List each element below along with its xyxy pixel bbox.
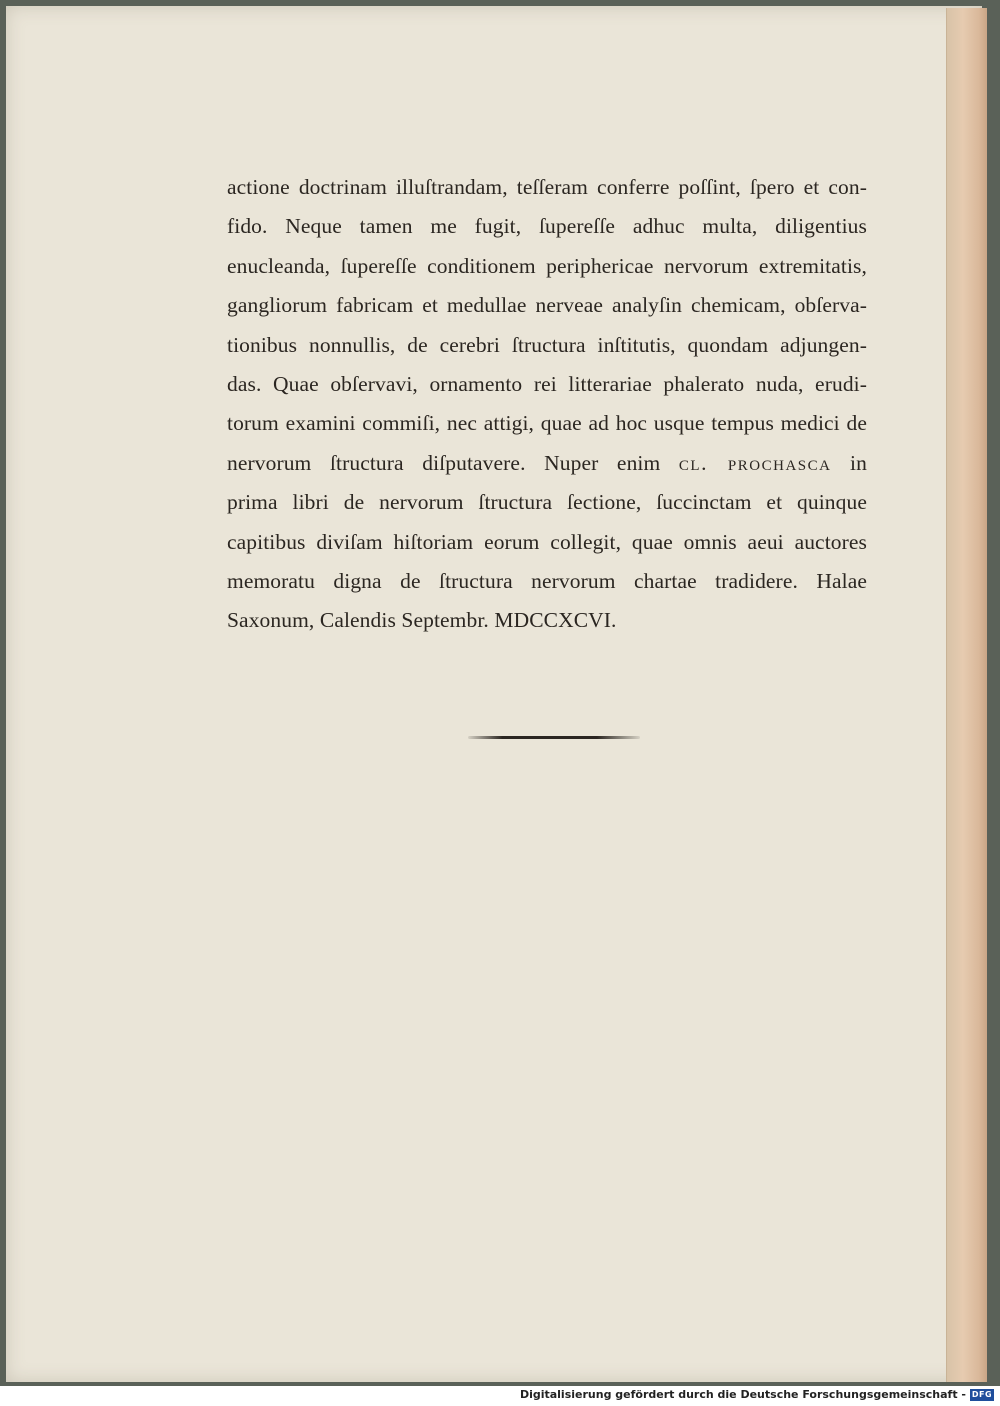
- author-name: cl. prochasca: [678, 450, 832, 475]
- text-line-with-author: [227, 444, 867, 483]
- text-line: memoratu digna de ſtructura nervorum chartae tradidere. Halae: [227, 568, 867, 593]
- text-line: prima libri de nervorum ſtructura ſectione, ſuccinctam et quinque: [227, 490, 867, 515]
- text-line: gangliorum fabricam et medullae nerveae analyſin chemicam, obſerva-: [227, 293, 867, 318]
- text-line: tionibus nonnullis, de cerebri ſtructura inſtitutis, quondam adjungen-: [227, 332, 867, 357]
- text-line: enucleanda, ſupereſſe conditionem periphericae nervorum extremitatis,: [227, 253, 867, 278]
- dfg-logo-icon: DFG: [971, 1390, 993, 1399]
- footer-bar: [0, 1386, 1000, 1406]
- text-line: das. Quae obſervavi, ornamento rei litterariae phalerato nuda, erudi-: [227, 371, 867, 396]
- text-line: torum examini commiſi, nec attigi, quae ad hoc usque tempus medici de: [227, 411, 867, 436]
- text-line: capitibus diviſam hiſtoriam eorum collegit, quae omnis aeui auctores: [227, 529, 867, 554]
- text-fragment: nervorum ſtructura diſputavere. Nuper enim: [227, 450, 661, 475]
- text-line: fido. Neque tamen me fugit, ſupereſſe adhuc multa, diligentius: [227, 214, 867, 239]
- page-edge: [946, 8, 987, 1382]
- end-rule: [468, 736, 640, 739]
- funding-notice: Digitalisierung gefördert durch die Deutsche Forschungsgemeinschaft -: [519, 1388, 966, 1401]
- text-fragment: in: [850, 450, 867, 475]
- text-line: actione doctrinam illuſtrandam, teſſeram conferre poſſint, ſpero et con-: [227, 175, 867, 199]
- body-text: [227, 168, 867, 641]
- book-page: [6, 6, 982, 1382]
- closing-line: Saxonum, Calendis Septembr. MDCCXCVI.: [227, 608, 617, 633]
